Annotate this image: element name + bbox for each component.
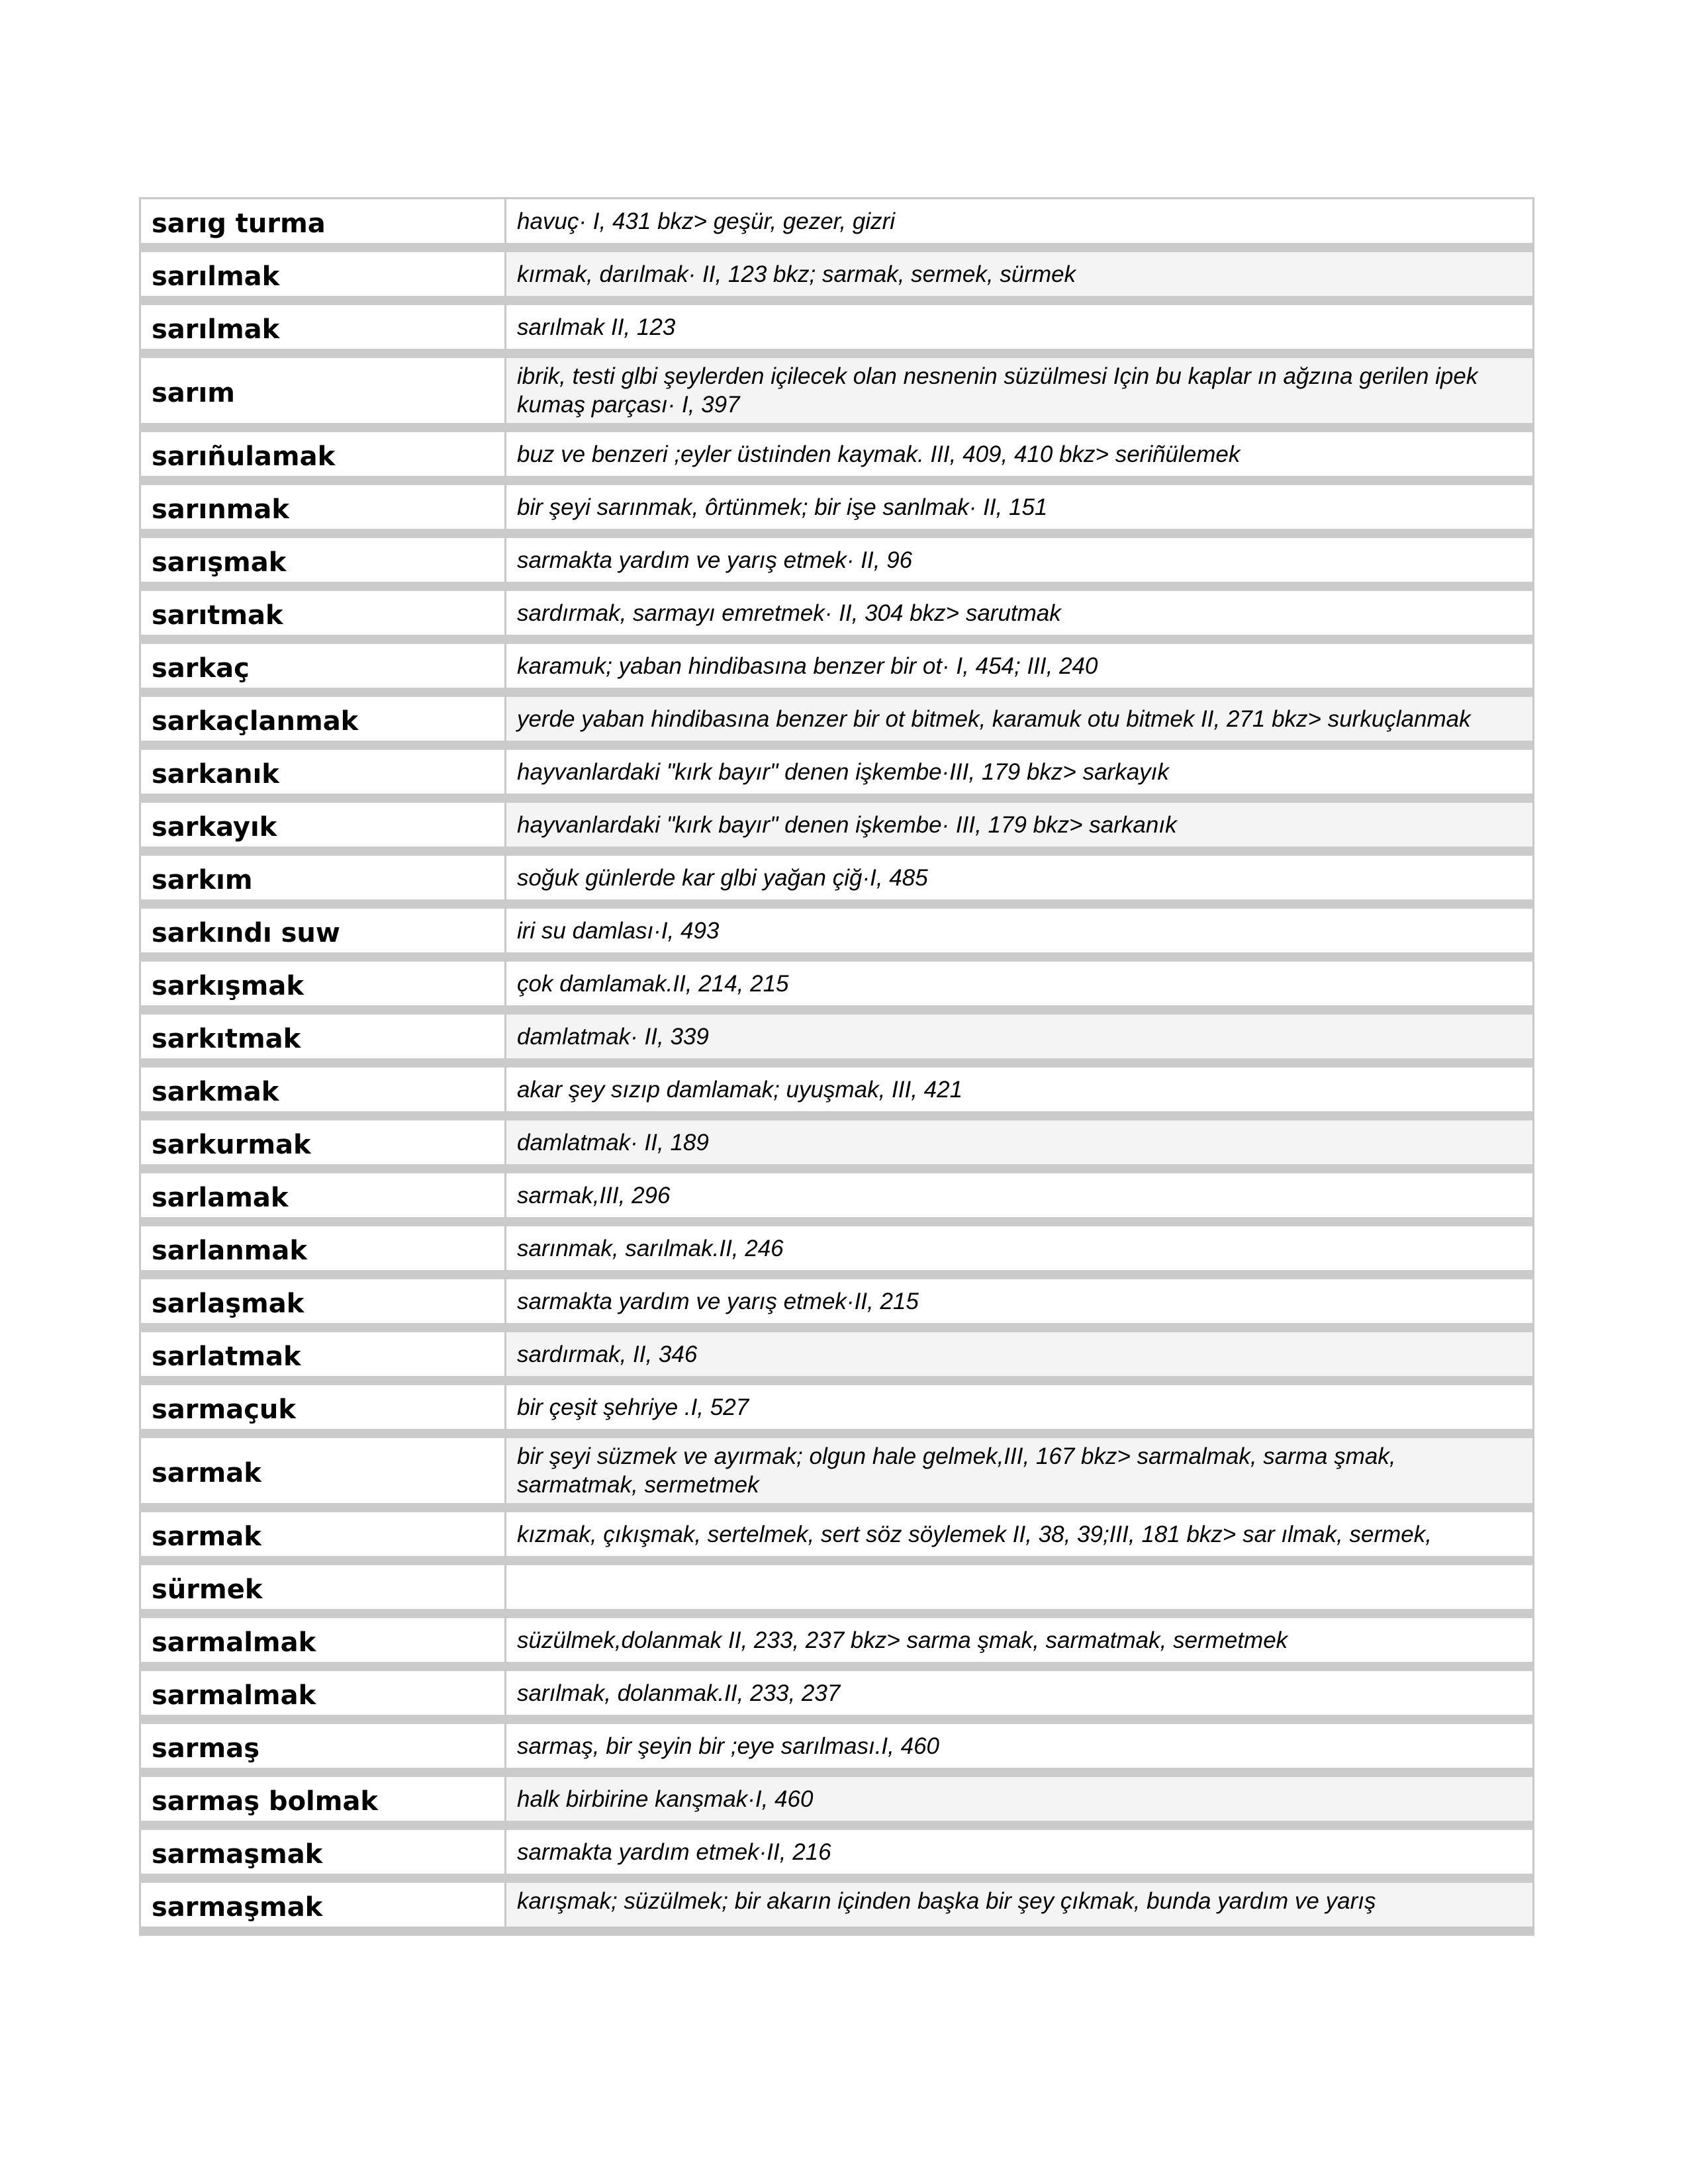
term-cell: [141, 962, 506, 1005]
term-cell: [141, 1671, 506, 1715]
definition-cell: [506, 1438, 1532, 1503]
table-row: [141, 1332, 1532, 1385]
table-row: [141, 305, 1532, 358]
term-cell: [141, 305, 506, 349]
term: sarkaç: [152, 653, 250, 684]
definition-cell: [506, 432, 1532, 476]
table-row: [141, 1671, 1532, 1724]
term: sarmaş: [152, 1733, 260, 1764]
table-row: [141, 750, 1532, 803]
definition: soğuk günlerde kar glbi yağan çiğ·I, 485: [517, 864, 928, 891]
term-cell: [141, 1120, 506, 1164]
term: sarışmak: [152, 547, 287, 578]
definition-cell: [506, 1724, 1532, 1768]
term-cell: [141, 358, 506, 423]
table-row: [141, 1830, 1532, 1883]
table-row: [141, 1120, 1532, 1173]
definition: sarmakta yardım ve yarış etmek·II, 215: [517, 1288, 919, 1314]
term: sarkaçlanmak: [152, 706, 359, 737]
definition-cell: [506, 538, 1532, 582]
definition: yerde yaban hindibasına benzer bir ot bitmek, karamuk otu bitmek II, 271 bkz> surkuçlanmak: [517, 705, 1471, 732]
term-cell: [141, 538, 506, 582]
definition: bir çeşit şehriye .I, 527: [517, 1394, 749, 1420]
definition-cell: [506, 1226, 1532, 1270]
definition-cell: [506, 1068, 1532, 1111]
table-row: [141, 1777, 1532, 1830]
table-row: [141, 1068, 1532, 1120]
term-cell: [141, 432, 506, 476]
table-row: [141, 1173, 1532, 1226]
definition: iri su damlası·I, 493: [517, 917, 720, 944]
definition: bir şeyi sarınmak, ôrtünmek; bir işe sanlmak· II, 151: [517, 494, 1048, 520]
term-cell: [141, 750, 506, 794]
term-cell: [141, 199, 506, 243]
term: sarıg turma: [152, 208, 326, 239]
definition: bir şeyi süzmek ve ayırmak; olgun hale gelmek,III, 167 bkz> sarmalmak, sarma şmak, sarmatmak, sermetmek: [517, 1443, 1396, 1498]
term: sarkurmak: [152, 1130, 311, 1160]
term-cell: [141, 1777, 506, 1821]
term-cell: [141, 1512, 506, 1556]
definition-cell: [506, 1618, 1532, 1662]
table-row: [141, 485, 1532, 538]
term: sarmak: [152, 1458, 261, 1488]
term: sarınmak: [152, 494, 289, 525]
definition: ibrik, testi glbi şeylerden içilecek olan nesnenin süzülmesi Için bu kaplar ın ağzına gerilen ipek kumaş parçası· I, 397: [517, 363, 1478, 418]
definition-cell: [506, 962, 1532, 1005]
term-cell: [141, 485, 506, 529]
term: sarkayık: [152, 812, 277, 842]
definition: sarınmak, sarılmak.II, 246: [517, 1235, 784, 1261]
term-cell: [141, 856, 506, 899]
definition-cell: [506, 1671, 1532, 1715]
table-row: [141, 909, 1532, 962]
definition-cell: [506, 1512, 1532, 1556]
definition-cell: [506, 358, 1532, 423]
term-cell: [141, 1565, 506, 1609]
table-row: [141, 432, 1532, 485]
definition-cell: [506, 591, 1532, 635]
table-row: [141, 962, 1532, 1015]
term: sarlanmak: [152, 1236, 307, 1266]
term: sarlatmak: [152, 1342, 301, 1372]
definition: kırmak, darılmak· II, 123 bkz; sarmak, sermek, sürmek: [517, 261, 1076, 287]
definition: akar şey sızıp damlamak; uyuşmak, III, 421: [517, 1076, 963, 1103]
definition-cell: [506, 1015, 1532, 1058]
term-cell: [141, 1438, 506, 1503]
definition-cell: [506, 252, 1532, 296]
definition: sarmakta yardım etmek·II, 216: [517, 1839, 831, 1865]
definition-cell: [506, 1830, 1532, 1874]
table-row: [141, 803, 1532, 856]
definition: kızmak, çıkışmak, sertelmek, sert söz söylemek II, 38, 39;III, 181 bkz> sar ılmak, sermek,: [517, 1521, 1432, 1547]
definition: sardırmak, sarmayı emretmek· II, 304 bkz> sarutmak: [517, 600, 1061, 626]
definition: havuç· I, 431 bkz> geşür, gezer, gizri: [517, 208, 896, 234]
table-row: [141, 252, 1532, 305]
definition: hayvanlardaki "kırk bayır" denen işkembe· III, 179 bkz> sarkanık: [517, 811, 1177, 838]
definition-cell: [506, 697, 1532, 741]
term: sarkındı suw: [152, 918, 340, 948]
term: sarlaşmak: [152, 1289, 305, 1319]
definition: sarmak,III, 296: [517, 1182, 671, 1208]
definition: süzülmek,dolanmak II, 233, 237 bkz> sarma şmak, sarmatmak, sermetmek: [517, 1627, 1288, 1653]
table-row: [141, 538, 1532, 591]
table-row: [141, 1226, 1532, 1279]
term-cell: [141, 1226, 506, 1270]
term: sarmaçuk: [152, 1394, 296, 1425]
term-cell: [141, 591, 506, 635]
term-cell: [141, 1830, 506, 1874]
table-row: [141, 1512, 1532, 1565]
definition: sarmaş, bir şeyin bir ;eye sarılması.I, 460: [517, 1733, 939, 1759]
term-cell: [141, 909, 506, 952]
term-cell: [141, 1015, 506, 1058]
term: sarkanık: [152, 759, 279, 790]
table-row: [141, 591, 1532, 644]
definition: hayvanlardaki "kırk bayır" denen işkembe·III, 179 bkz> sarkayık: [517, 758, 1169, 785]
definition-cell: [506, 1777, 1532, 1821]
term: sürmek: [152, 1574, 263, 1605]
term: sarmaşmak: [152, 1892, 323, 1923]
table-row: [141, 1565, 1532, 1618]
table-row: [141, 1438, 1532, 1512]
term: sarkım: [152, 865, 253, 895]
term-cell: [141, 1883, 506, 1927]
definition: buz ve benzeri ;eyler üstıinden kaymak. III, 409, 410 bkz> seriñülemek: [517, 441, 1241, 467]
definition-cell: [506, 1332, 1532, 1376]
definition-cell: [506, 1385, 1532, 1429]
term: sarılmak: [152, 261, 280, 292]
definition-cell: [506, 1279, 1532, 1323]
term: sarmaşmak: [152, 1839, 323, 1870]
definition: sardırmak, II, 346: [517, 1341, 698, 1367]
term: sarım: [152, 378, 235, 408]
definition-cell: [506, 1120, 1532, 1164]
term: sarılmak: [152, 314, 280, 345]
definition-cell: [506, 305, 1532, 349]
definition-cell: [506, 1173, 1532, 1217]
definition: halk birbirine kanşmak·I, 460: [517, 1786, 814, 1812]
table-row: [141, 644, 1532, 697]
term-cell: [141, 697, 506, 741]
term: sarkıtmak: [152, 1024, 301, 1054]
definition-cell: [506, 485, 1532, 529]
table-row: [141, 358, 1532, 432]
definition: karamuk; yaban hindibasına benzer bir ot· I, 454; III, 240: [517, 653, 1098, 679]
definition-cell: [506, 803, 1532, 846]
definition: damlatmak· II, 339: [517, 1023, 709, 1050]
definition-cell: [506, 1883, 1532, 1927]
term-cell: [141, 1332, 506, 1376]
term: sarmalmak: [152, 1627, 316, 1658]
term-cell: [141, 1279, 506, 1323]
definition-cell: [506, 750, 1532, 794]
definition: çok damlamak.II, 214, 215: [517, 970, 789, 997]
term-cell: [141, 1724, 506, 1768]
definition: karışmak; süzülmek; bir akarın içinden başka bir şey çıkmak, bunda yardım ve yarış: [517, 1888, 1376, 1914]
definition: sarılmak II, 123: [517, 314, 676, 340]
term-cell: [141, 644, 506, 688]
table-row: [141, 1618, 1532, 1671]
table-row: [141, 1883, 1532, 1927]
table-row: [141, 1015, 1532, 1068]
table-row: [141, 1385, 1532, 1438]
term: sarkışmak: [152, 971, 304, 1001]
definition-cell: [506, 644, 1532, 688]
term-cell: [141, 252, 506, 296]
term: sarkmak: [152, 1077, 279, 1107]
definition-cell: [506, 199, 1532, 243]
term: sarıtmak: [152, 600, 283, 631]
table-row: [141, 199, 1532, 252]
dictionary-table: [139, 197, 1534, 1936]
table-row: [141, 856, 1532, 909]
term: sarmalmak: [152, 1680, 316, 1711]
definition: damlatmak· II, 189: [517, 1129, 709, 1156]
term: sarmaş bolmak: [152, 1786, 379, 1817]
table-row: [141, 697, 1532, 750]
term-cell: [141, 1173, 506, 1217]
term-cell: [141, 1618, 506, 1662]
table-row: [141, 1724, 1532, 1777]
definition-cell: [506, 856, 1532, 899]
term: sarmak: [152, 1522, 261, 1552]
definition: sarılmak, dolanmak.II, 233, 237: [517, 1680, 841, 1706]
term-cell: [141, 1068, 506, 1111]
table-row: [141, 1279, 1532, 1332]
term-cell: [141, 1385, 506, 1429]
definition-cell: [506, 909, 1532, 952]
definition-cell: [506, 1565, 1532, 1609]
term: sarlamak: [152, 1183, 289, 1213]
term-cell: [141, 803, 506, 846]
definition: sarmakta yardım ve yarış etmek· II, 96: [517, 547, 913, 573]
term: sarıñulamak: [152, 441, 336, 472]
